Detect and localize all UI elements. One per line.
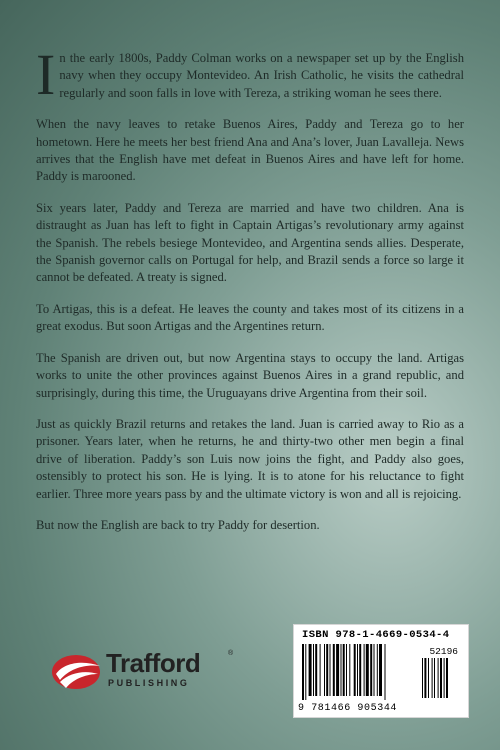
- blurb-paragraph-1-text: n the early 1800s, Paddy Colman works on a newspaper set up by the English navy when they occupy Montevideo. An Irish Catholic, he visits the cathedral regularly and soon falls in love with Tereza, a striking woman he sees there.: [59, 51, 464, 100]
- blurb-paragraph-7: But now the English are back to try Paddy for desertion.: [36, 517, 320, 532]
- registered-mark: ®: [228, 650, 234, 657]
- back-cover-blurb: [36, 42, 464, 548]
- blurb-paragraph-5: The Spanish are driven out, but now Argentina stays to occupy the land. Artigas works to unite the other provinces against Buenos Aires in a grand republic, and surprisingly, during this time, the Uruguayans drive Argentina from their soil.: [36, 350, 464, 400]
- blurb-paragraph-2: When the navy leaves to retake Buenos Aires, Paddy and Tereza go to her hometown. Here he meets her best friend Ana and Ana’s lover, Juan Lavalleja. News arrives that the English have met defeat in Buenos Aires and have left for home. Paddy is marooned.: [36, 117, 464, 184]
- blurb-paragraph-4: To Artigas, this is a defeat. He leaves the county and takes most of its citizens in a great exodus. But soon Artigas and the Argentines return.: [36, 301, 464, 334]
- publisher-tagline: PUBLISHING: [108, 678, 190, 688]
- blurb-paragraph-1: [36, 42, 464, 107]
- blurb-paragraph-3: Six years later, Paddy and Tereza are married and have two children. Ana is distraught as Juan has left to fight in Captain Artigas’s revolutionary army against the Spanish. The rebels besiege Montevideo, and Argentina sends allies. Desperate, the Spanish governor calls on Portugal for help, and Brazil sends a force so large it cannot be defeated. A treaty is signed.: [36, 200, 464, 285]
- publisher-name: Trafford: [106, 648, 201, 678]
- barcode-bars-icon: [302, 644, 462, 700]
- isbn-number: ISBN 978-1-4669-0534-4: [302, 629, 450, 641]
- drop-cap: I: [36, 42, 56, 107]
- isbn-barcode: [293, 624, 469, 718]
- trafford-swoosh-icon: [50, 648, 106, 696]
- price-code: 52196: [429, 646, 458, 657]
- publisher-logo: [50, 648, 240, 698]
- ean-digits: 9 781466 905344: [298, 703, 398, 714]
- blurb-paragraph-6: Just as quickly Brazil returns and retakes the land. Juan is carried away to Rio as a prisoner. Years later, when he returns, he and thirty-two other men begin a final drive of liberation. Paddy’s son Luis now joins the fight, and Paddy also goes, ostensibly to protect his son. He is lying. It is to atone for his reluctance to fight earlier. Three more years pass by and the ultimate victory is won and all is rejoicing.: [36, 416, 464, 501]
